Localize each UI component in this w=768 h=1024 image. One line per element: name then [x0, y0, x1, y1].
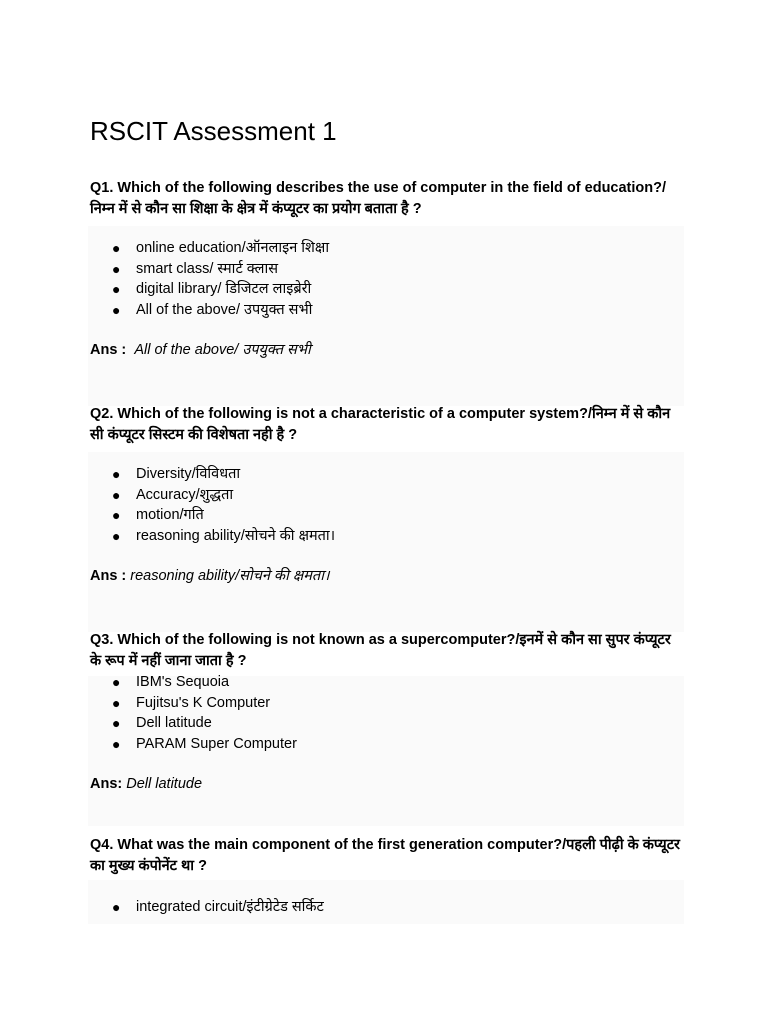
option-text: online education/ऑनलाइन शिक्षा — [136, 240, 330, 256]
page-title: RSCIT Assessment 1 — [90, 116, 337, 146]
answer-value: All of the above/ उपयुक्त सभी — [134, 342, 311, 359]
option-item — [90, 300, 682, 321]
bullet-icon: ● — [112, 715, 121, 732]
bullet-icon: ● — [112, 507, 121, 524]
question-block — [90, 835, 682, 918]
option-item — [90, 734, 682, 755]
bullet-icon: ● — [112, 694, 121, 711]
option-text: reasoning ability/सोचने की क्षमता। — [136, 527, 336, 544]
option-list — [90, 672, 682, 754]
option-item — [90, 464, 682, 485]
option-text: digital library/ डिजिटल लाइब्रेरी — [136, 281, 312, 298]
bullet-icon: ● — [112, 240, 121, 256]
option-text: Fujitsu's K Computer — [136, 694, 271, 711]
answer-line — [90, 774, 682, 795]
option-list — [90, 238, 682, 320]
option-item — [90, 713, 682, 734]
question-block — [90, 178, 682, 361]
option-text: Diversity/विविधता — [136, 466, 241, 482]
question-text: Q3. Which of the following is not known as a supercomputer?/इनमें से कौन सा सुपर कंप्यूटर के रूप में नहीं जाना जाता है ? — [90, 632, 671, 669]
option-text: All of the above/ उपयुक्त सभी — [136, 301, 313, 318]
question-text: Q4. What was the main component of the first generation computer?/पहली पीढ़ी के कंप्यूटर का मुख्य कंपोनेंट था ? — [90, 837, 680, 874]
option-item — [90, 505, 682, 526]
answer-label: Ans : — [90, 342, 127, 359]
question-text: Q2. Which of the following is not a characteristic of a computer system?/निम्न में से कौन सी कंप्यूटर सिस्टम की विशेषता नही है ? — [90, 406, 671, 443]
question-text: Q1. Which of the following describes the use of computer in the field of education?/ निम्न में से कौन सा शिक्षा के क्षेत्र में कंप्यूटर का प्रयोग बताता है ? — [90, 180, 667, 217]
bullet-icon: ● — [112, 281, 121, 298]
answer-label: Ans : — [90, 568, 127, 585]
question-block — [90, 630, 682, 795]
bullet-icon: ● — [112, 899, 121, 915]
option-item — [90, 259, 682, 280]
option-item — [90, 897, 682, 918]
option-text: PARAM Super Computer — [136, 735, 297, 752]
option-text: integrated circuit/इंटीग्रेटेड सर्किट — [136, 899, 324, 915]
option-item — [90, 693, 682, 714]
option-item — [90, 279, 682, 300]
bullet-icon: ● — [112, 527, 121, 544]
option-text: Accuracy/शुद्धता — [136, 486, 234, 503]
bullet-icon: ● — [112, 466, 121, 482]
option-text: IBM's Sequoia — [136, 674, 230, 690]
bullet-icon: ● — [112, 674, 121, 690]
bullet-icon: ● — [112, 486, 121, 503]
answer-value: Dell latitude — [126, 776, 203, 793]
bullet-icon: ● — [112, 301, 121, 318]
answer-value: reasoning ability/सोचने की क्षमता। — [130, 568, 330, 585]
bullet-icon: ● — [112, 735, 121, 752]
option-text: motion/गति — [136, 507, 204, 524]
option-item — [90, 672, 682, 693]
option-list — [90, 897, 682, 918]
option-item — [90, 526, 682, 547]
option-text: smart class/ स्मार्ट क्लास — [136, 260, 279, 277]
question-block — [90, 404, 682, 587]
bullet-icon: ● — [112, 260, 121, 277]
answer-line — [90, 340, 682, 361]
option-item — [90, 485, 682, 506]
answer-label: Ans: — [90, 776, 123, 793]
answer-line — [90, 566, 682, 587]
option-list — [90, 464, 682, 546]
option-text: Dell latitude — [136, 715, 212, 732]
option-item — [90, 238, 682, 259]
